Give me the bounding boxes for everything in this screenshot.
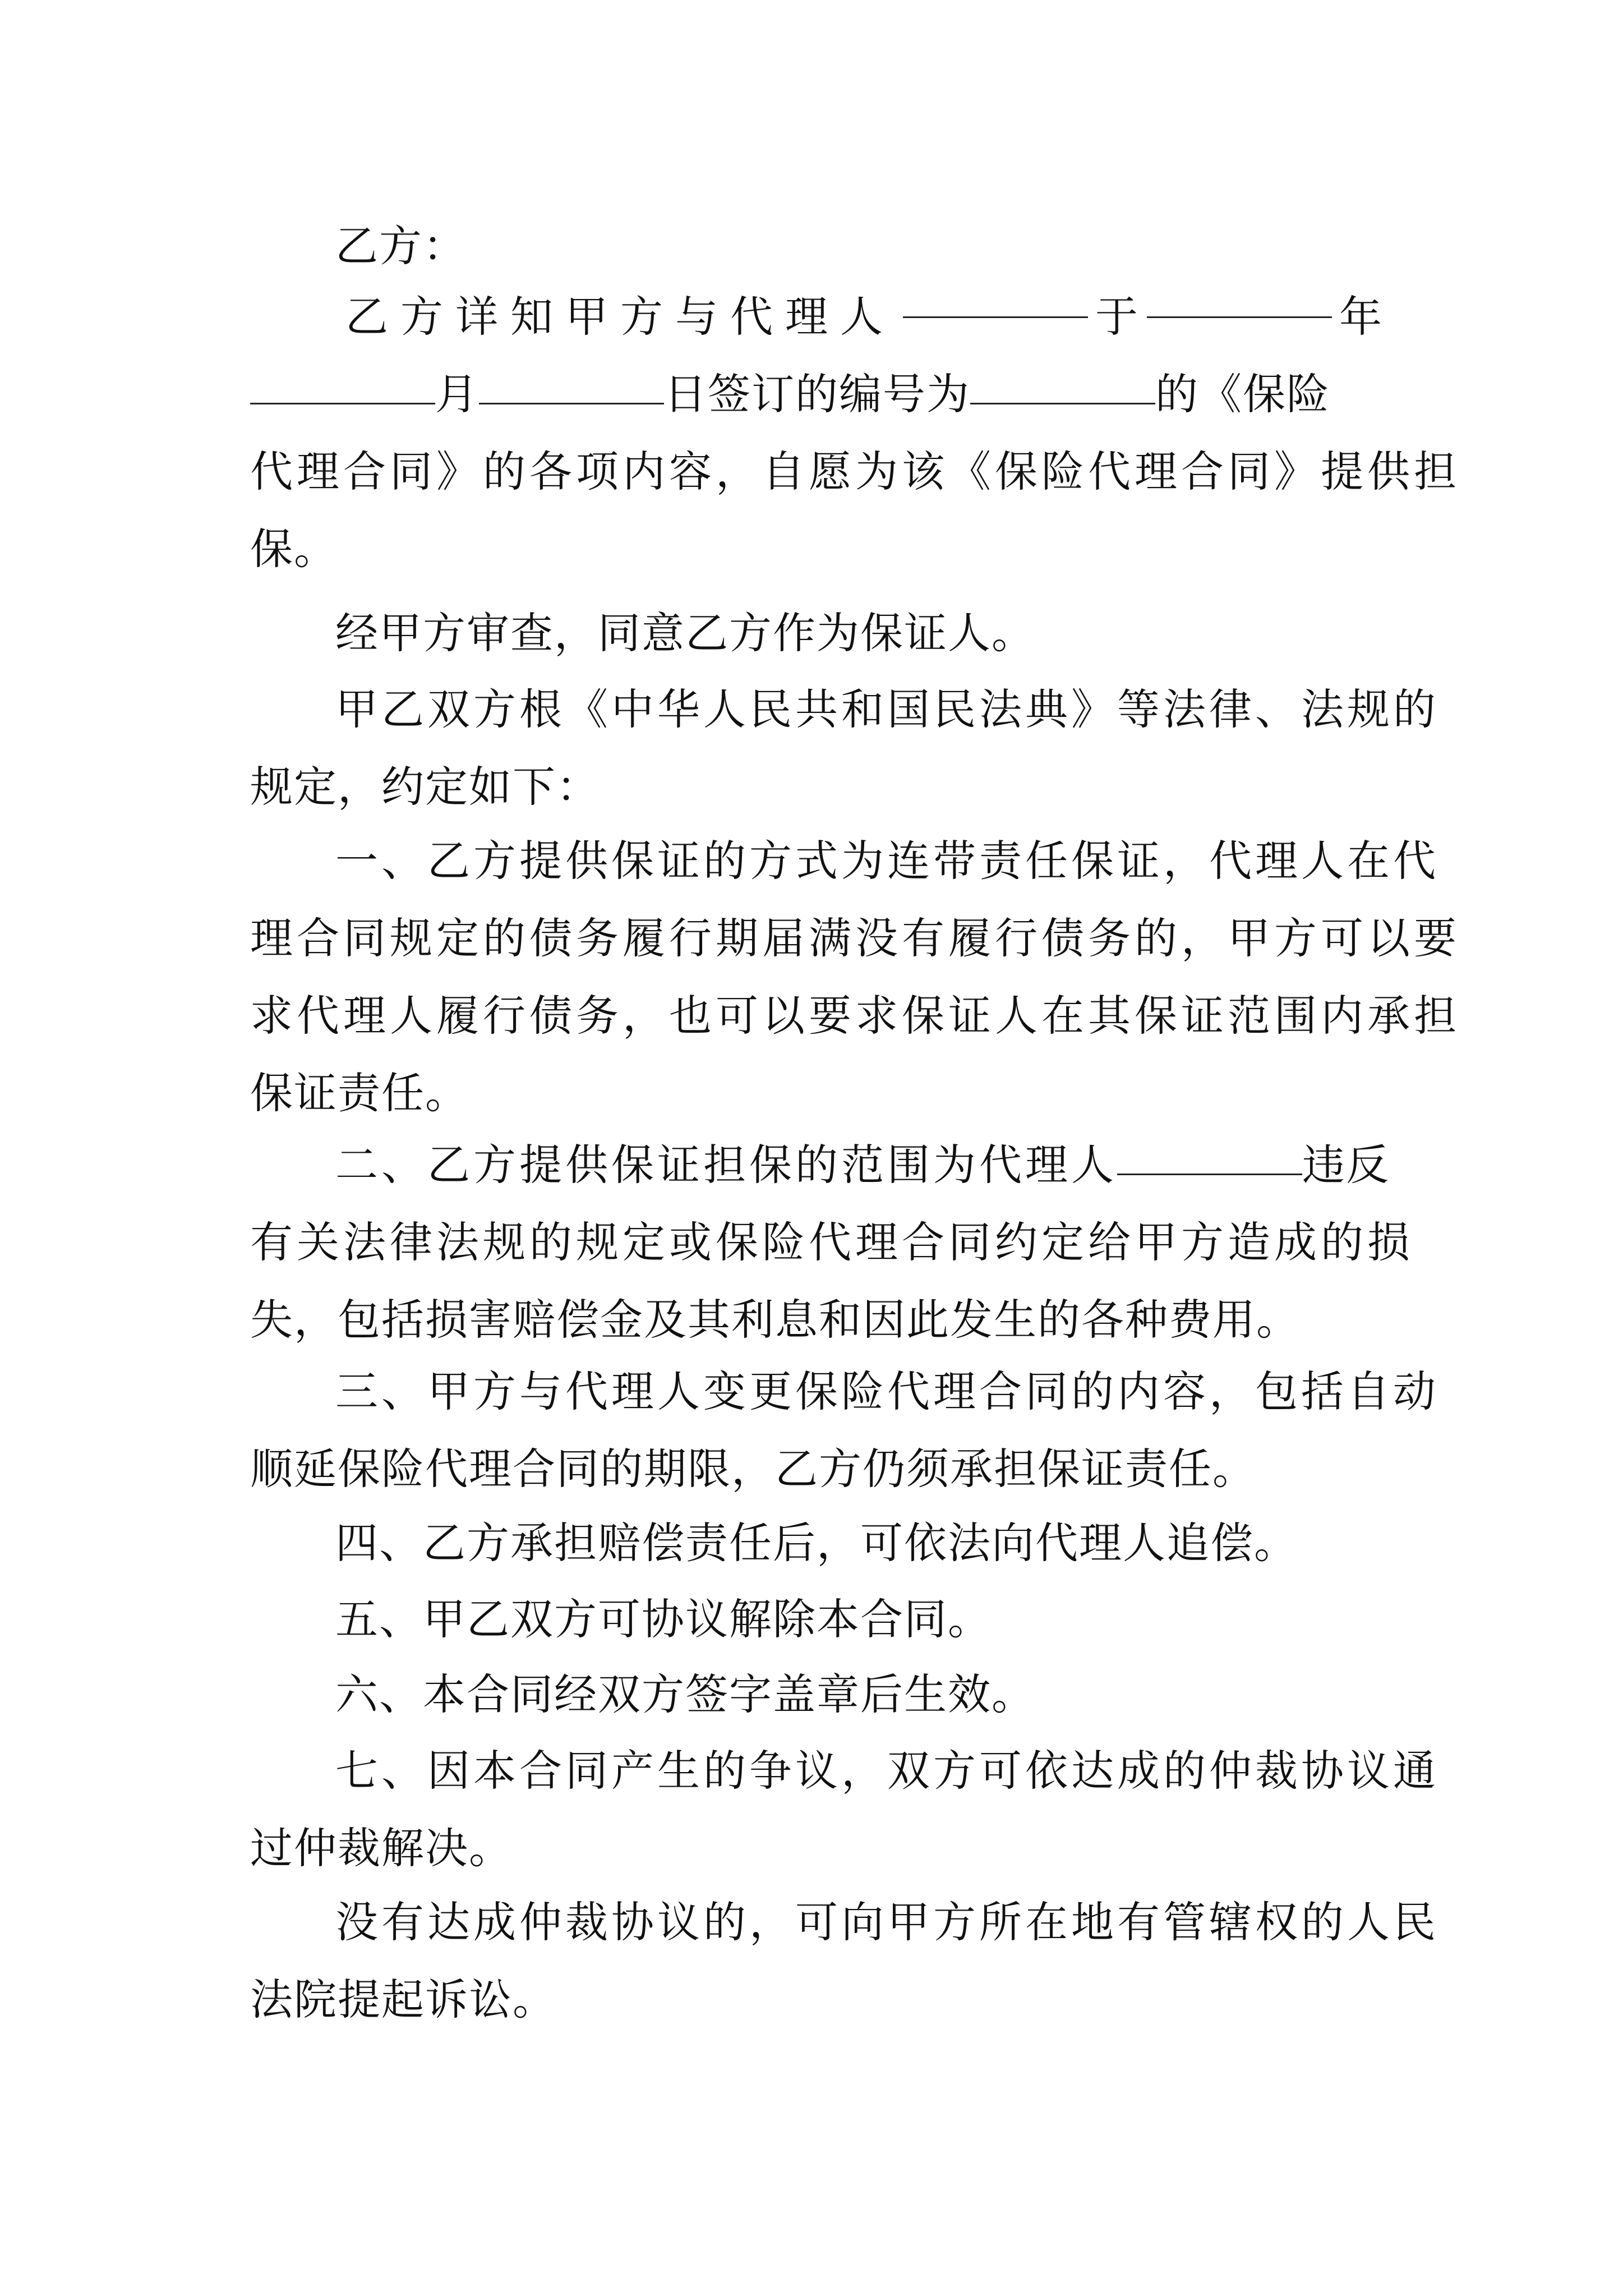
text-line-with-blanks [250, 1126, 1390, 1204]
blank-contract-number[interactable] [970, 360, 1155, 404]
text-line: 过仲裁解决。 [250, 1823, 513, 1873]
text-line: 乙方： [335, 221, 467, 271]
text-line: 失，包括损害赔偿金及其利息和因此发生的各种费用。 [250, 1295, 1300, 1345]
text-line: 有关法律法规的规定或保险代理合同约定给甲方造成的损 [250, 1217, 1414, 1267]
text-segment: 乙方详知甲方与代理人 [345, 292, 895, 342]
text-line: 七、因本合同产生的争议，双方可依达成的仲裁协议通 [335, 1746, 1439, 1796]
blank-year[interactable] [1147, 274, 1332, 318]
blank-agent-name-2[interactable] [1117, 1131, 1302, 1175]
text-segment: 二、乙方提供保证担保的范围为代理人 [335, 1140, 1117, 1190]
text-line: 保。 [250, 524, 338, 574]
text-segment: 违反 [1302, 1140, 1390, 1190]
text-line: 一、乙方提供保证的方式为连带责任保证，代理人在代 [335, 836, 1439, 886]
clause-5 [250, 1581, 1383, 1658]
text-line: 没有达成仲裁协议的，可向甲方所在地有管辖权的人民 [335, 1897, 1439, 1947]
clause-7 [250, 1732, 1439, 1887]
text-line: 六、本合同经双方签字盖章后生效。 [335, 1669, 1035, 1719]
paragraph-review [250, 595, 1383, 672]
text-segment: 于 [1095, 292, 1139, 342]
blank-agent-name[interactable] [903, 274, 1088, 318]
paragraph-intro [250, 278, 1460, 588]
clause-7-continued [250, 1884, 1439, 2039]
paragraph-basis [250, 671, 1439, 826]
clause-3 [250, 1353, 1439, 1508]
text-line: 五、甲乙双方可协议解除本合同。 [335, 1594, 992, 1644]
text-line: 经甲方审查，同意乙方作为保证人。 [335, 608, 1035, 658]
text-line-with-blanks [250, 278, 1383, 356]
clause-1 [250, 822, 1460, 1132]
text-line: 保证责任。 [250, 1068, 469, 1118]
text-segment: 日签订的编号为 [664, 369, 970, 419]
clause-2 [250, 1126, 1414, 1359]
clause-4 [250, 1504, 1383, 1582]
blank-month[interactable] [250, 360, 435, 404]
text-line: 代理合同》的各项内容，自愿为该《保险代理合同》提供担 [250, 447, 1460, 496]
text-segment: 的《保险 [1155, 369, 1330, 419]
text-line: 三、甲方与代理人变更保险代理合同的内容，包括自动 [335, 1366, 1439, 1416]
text-line: 理合同规定的债务履行期届满没有履行债务的，甲方可以要 [250, 913, 1460, 963]
text-line: 四、乙方承担赔偿责任后，可依法向代理人追偿。 [335, 1518, 1298, 1568]
text-line: 规定，约定如下： [250, 762, 600, 812]
text-line-with-blanks [250, 356, 1383, 433]
text-segment: 年 [1339, 292, 1383, 342]
clause-6 [250, 1656, 1383, 1733]
text-segment: 月 [435, 369, 479, 419]
blank-day[interactable] [479, 360, 664, 404]
text-line: 求代理人履行债务，也可以要求保证人在其保证范围内承担 [250, 991, 1460, 1041]
text-line: 甲乙双方根《中华人民共和国民法典》等法律、法规的 [335, 684, 1439, 734]
text-line: 顺延保险代理合同的期限，乙方仍须承担保证责任。 [250, 1444, 1256, 1494]
text-line: 法院提起诉讼。 [250, 1975, 556, 2024]
